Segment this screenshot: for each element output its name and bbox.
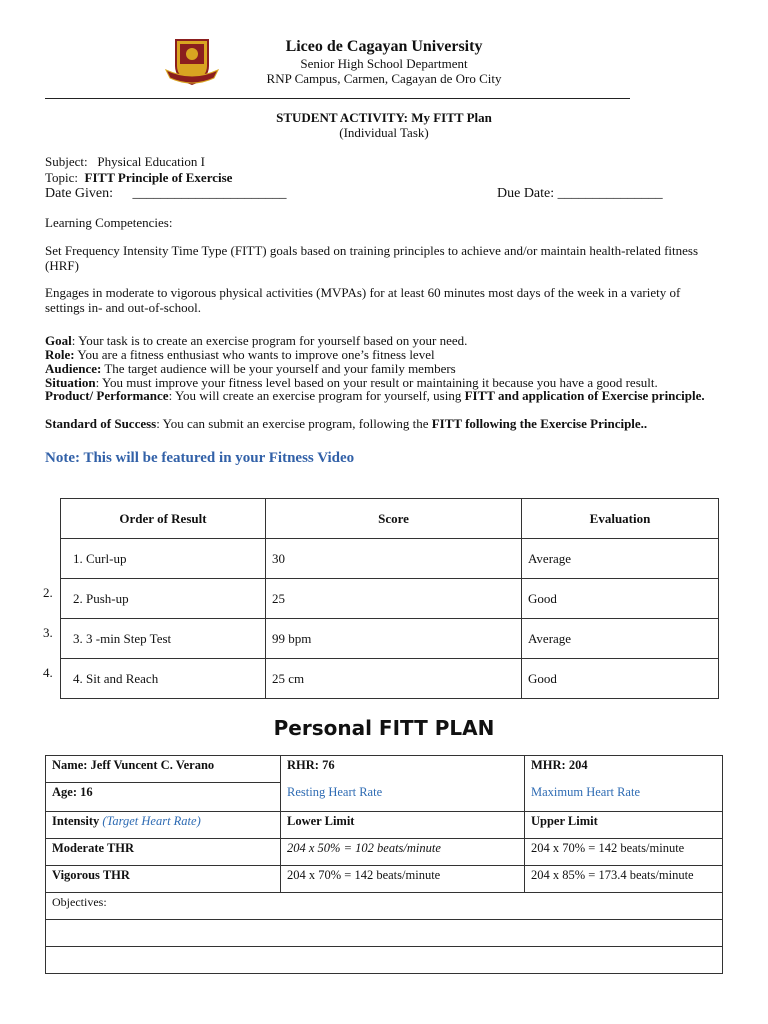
audience-text: The target audience will be your yourself and your family members <box>101 361 456 376</box>
activity-title-text: My FITT Plan <box>411 110 492 125</box>
side-number: 2. <box>43 585 53 600</box>
plan-row <box>46 866 723 893</box>
audience-label: Audience: <box>45 361 102 376</box>
situation-text: : You must improve your fitness level based on your result or maintaining it because you have a good result. <box>95 375 658 390</box>
result-score: 30 <box>266 539 522 579</box>
date-given-label: Date Given: <box>45 186 114 201</box>
plan-vigorous-label: Vigorous THR <box>46 866 281 893</box>
topic-label: Topic: <box>45 170 79 185</box>
situation-label: Situation <box>45 375 96 390</box>
results-table <box>60 498 719 699</box>
header-order: Order of Result <box>61 499 266 539</box>
standard-label: Standard of Success <box>45 416 157 431</box>
plan-moderate-label: Moderate THR <box>46 839 281 866</box>
subject-value: Physical Education I <box>97 154 205 169</box>
competencies-heading: Learning Competencies: <box>45 215 173 230</box>
table-header-row <box>61 499 719 539</box>
header-evaluation: Evaluation <box>522 499 719 539</box>
fitt-plan-table <box>45 755 723 974</box>
plan-intensity-label: Intensity <box>52 814 103 828</box>
product-label: Product/ Performance <box>45 388 169 403</box>
topic-line <box>45 170 723 185</box>
due-date-blank[interactable]: _______________ <box>557 186 663 201</box>
side-number: 3. <box>43 625 53 640</box>
plan-vigorous-lower: 204 x 70% = 142 beats/minute <box>281 866 525 893</box>
activity-subtitle: (Individual Task) <box>339 125 429 140</box>
result-order-text: 2. Push-up <box>73 590 129 606</box>
subject-label: Subject: <box>45 154 88 169</box>
competency-item-2: Engages in moderate to vigorous physical activities (MVPAs) for at least 60 minutes most days of the week in a variety of settings in- and out-of-school. <box>45 285 681 315</box>
plan-intensity-desc: (Target Heart Rate) <box>102 814 201 828</box>
result-evaluation: Average <box>522 619 719 659</box>
result-order <box>61 539 266 579</box>
product-text: : You will create an exercise program for yourself, using <box>168 388 465 403</box>
result-score: 25 cm <box>266 659 522 699</box>
table-row <box>61 659 719 699</box>
plan-row <box>46 756 723 783</box>
role-line <box>45 347 723 362</box>
plan-objectives-line[interactable] <box>46 947 723 974</box>
plan-rhr-cell <box>281 756 525 812</box>
result-order <box>61 579 266 619</box>
table-row <box>61 579 719 619</box>
plan-mhr-cell <box>525 756 723 812</box>
header-divider <box>45 98 630 99</box>
campus-address: RNP Campus, Carmen, Cagayan de Oro City <box>266 71 502 86</box>
department-name: Senior High School Department <box>300 56 468 71</box>
plan-lower-label: Lower Limit <box>281 812 525 839</box>
result-evaluation: Good <box>522 579 719 619</box>
result-order-text: 4. Sit and Reach <box>73 670 159 686</box>
role-text: You are a fitness enthusiast who wants to improve one’s fitness level <box>74 347 435 362</box>
fitness-video-note: Note: This will be featured in your Fitness Video <box>45 450 355 466</box>
plan-name: Name: Jeff Vuncent C. Verano <box>46 756 281 783</box>
due-date-label: Due Date: <box>497 186 555 201</box>
table-row <box>61 539 719 579</box>
result-evaluation: Good <box>522 659 719 699</box>
plan-intensity <box>46 812 281 839</box>
standard-text: : You can submit an exercise program, following the <box>156 416 432 431</box>
plan-objectives-line[interactable] <box>46 920 723 947</box>
plan-mhr-desc: Maximum Heart Rate <box>531 785 640 799</box>
topic-value: FITT Principle of Exercise <box>84 170 233 185</box>
result-score: 99 bpm <box>266 619 522 659</box>
plan-rhr: RHR: 76 <box>287 758 335 772</box>
product-bold: FITT and application of Exercise principle. <box>464 388 705 403</box>
plan-moderate-lower: 204 x 50% = 102 beats/minute <box>287 841 441 855</box>
result-order-text: 1. Curl-up <box>73 550 127 566</box>
plan-age: Age: 16 <box>46 783 281 812</box>
result-order <box>61 619 266 659</box>
role-label: Role: <box>45 347 75 362</box>
plan-vigorous-upper: 204 x 85% = 173.4 beats/minute <box>525 866 723 893</box>
standard-line <box>45 416 723 431</box>
result-evaluation: Average <box>522 539 719 579</box>
activity-title-prefix: STUDENT ACTIVITY: <box>276 110 408 125</box>
plan-objectives-label: Objectives: <box>46 893 723 920</box>
standard-bold: FITT following the Exercise Principle.. <box>431 416 648 431</box>
plan-title: Personal FITT PLAN <box>273 716 495 740</box>
subject-line <box>45 154 723 169</box>
plan-row <box>46 812 723 839</box>
plan-rhr-desc: Resting Heart Rate <box>287 785 383 799</box>
goal-text: : Your task is to create an exercise program for yourself based on your need. <box>71 333 468 348</box>
goal-line <box>45 333 723 348</box>
date-given-blank[interactable]: ______________________ <box>132 186 287 201</box>
audience-line <box>45 361 723 376</box>
plan-moderate-upper: 204 x 70% = 142 beats/minute <box>525 839 723 866</box>
plan-row <box>46 839 723 866</box>
plan-row <box>46 947 723 974</box>
plan-mhr: MHR: 204 <box>531 758 588 772</box>
competency-item-1: Set Frequency Intensity Time Type (FITT) goals based on training principles to achieve and/or maintain health-related fitness (HRF) <box>45 243 699 273</box>
result-score: 25 <box>266 579 522 619</box>
result-order <box>61 659 266 699</box>
university-name: Liceo de Cagayan University <box>285 38 483 55</box>
result-order-text: 3. 3 -min Step Test <box>73 630 172 646</box>
plan-upper-label: Upper Limit <box>525 812 723 839</box>
plan-row <box>46 893 723 920</box>
table-row <box>61 619 719 659</box>
side-number: 4. <box>43 665 53 680</box>
due-date-line <box>497 186 717 201</box>
goal-label: Goal <box>45 333 72 348</box>
activity-title <box>0 110 768 126</box>
header-score: Score <box>266 499 522 539</box>
plan-row <box>46 920 723 947</box>
product-line <box>45 389 723 402</box>
